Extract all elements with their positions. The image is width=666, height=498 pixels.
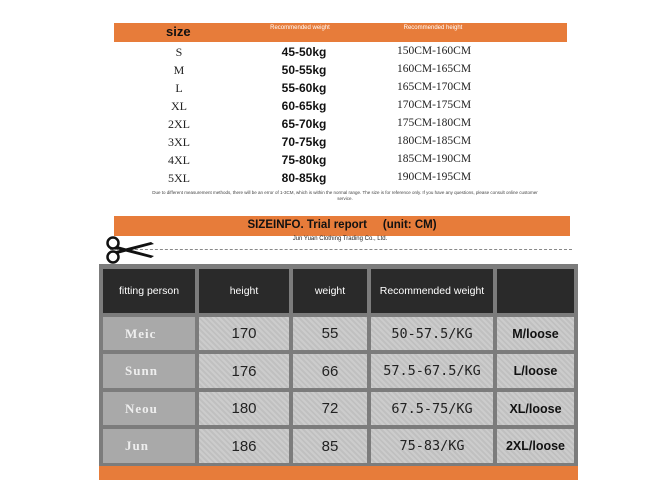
recommended-weight-value: 57.5-67.5/KG [371, 354, 493, 388]
height-value: 176 [199, 354, 289, 388]
weight-column-header: weight [293, 269, 367, 313]
person-name: Meic [103, 317, 195, 350]
size-column-header: size [166, 24, 191, 39]
size-fit-value: XL/loose [497, 392, 574, 425]
recommended-weight-value: 75-83/KG [371, 429, 493, 463]
weight-value: 65-70kg [281, 117, 327, 131]
size-row [114, 153, 567, 171]
size-disclaimer: Due to different measurement methods, there will be an error of 1-3CM, which is within the normal range. The size is for reference only. If you have any questions, please consult online customer service. [152, 190, 538, 201]
cut-line [110, 249, 572, 250]
size-fit-value: M/loose [497, 317, 574, 350]
size-table-header [114, 23, 567, 42]
height-value: 150CM-160CM [396, 45, 472, 57]
size-value: 2XL [168, 117, 190, 131]
trial-table-footer-bar [99, 466, 578, 480]
size-column-header-blank [497, 269, 574, 313]
height-value: 186 [199, 429, 289, 463]
person-name: Jun [103, 429, 195, 463]
size-fit-value: L/loose [497, 354, 574, 388]
weight-column-header: Recommended weight [270, 25, 330, 31]
weight-value: 72 [293, 392, 367, 425]
height-value: 170 [199, 317, 289, 350]
height-value: 175CM-180CM [396, 117, 472, 129]
size-value: S [175, 45, 183, 59]
height-value: 180CM-185CM [396, 135, 472, 147]
height-value: 160CM-165CM [396, 63, 472, 75]
weight-value: 60-65kg [281, 99, 327, 113]
size-row [114, 45, 567, 63]
weight-value: 66 [293, 354, 367, 388]
height-column-header: Recommended height [403, 25, 463, 31]
size-value: 3XL [168, 135, 190, 149]
recommended-weight-value: 67.5-75/KG [371, 392, 493, 425]
height-value: 190CM-195CM [396, 171, 472, 183]
trial-report-header [114, 216, 570, 236]
height-value: 180 [199, 392, 289, 425]
size-fit-value: 2XL/loose [497, 429, 574, 463]
person-name: Neou [103, 392, 195, 425]
size-row [114, 135, 567, 153]
height-column-header: height [199, 269, 289, 313]
scissors-icon [104, 236, 158, 264]
weight-value: 75-80kg [281, 153, 327, 167]
height-value: 185CM-190CM [396, 153, 472, 165]
height-value: 165CM-170CM [396, 81, 472, 93]
size-value: 4XL [168, 153, 190, 167]
person-name: Sunn [103, 354, 195, 388]
weight-value: 80-85kg [281, 171, 327, 185]
weight-value: 50-55kg [281, 63, 327, 77]
size-value: L [175, 81, 183, 95]
size-row [114, 81, 567, 99]
size-value: XL [171, 99, 187, 113]
person-column-header: fitting person [103, 269, 195, 313]
size-row [114, 99, 567, 117]
trial-report-title: SIZEINFO. Trial report (unit: CM) [247, 219, 437, 231]
size-value: 5XL [168, 171, 190, 185]
company-name: Jun Yuan Clothing Trading Co., Ltd. [292, 236, 388, 242]
weight-value: 55-60kg [281, 81, 327, 95]
size-row [114, 63, 567, 81]
size-row [114, 117, 567, 135]
size-row [114, 171, 567, 189]
recommended-weight-value: 50-57.5/KG [371, 317, 493, 350]
weight-value: 85 [293, 429, 367, 463]
recommended-column-header: Recommended weight [371, 269, 493, 313]
size-value: M [173, 63, 185, 77]
weight-value: 70-75kg [281, 135, 327, 149]
weight-value: 45-50kg [281, 45, 327, 59]
weight-value: 55 [293, 317, 367, 350]
trial-table [99, 264, 578, 470]
height-value: 170CM-175CM [396, 99, 472, 111]
